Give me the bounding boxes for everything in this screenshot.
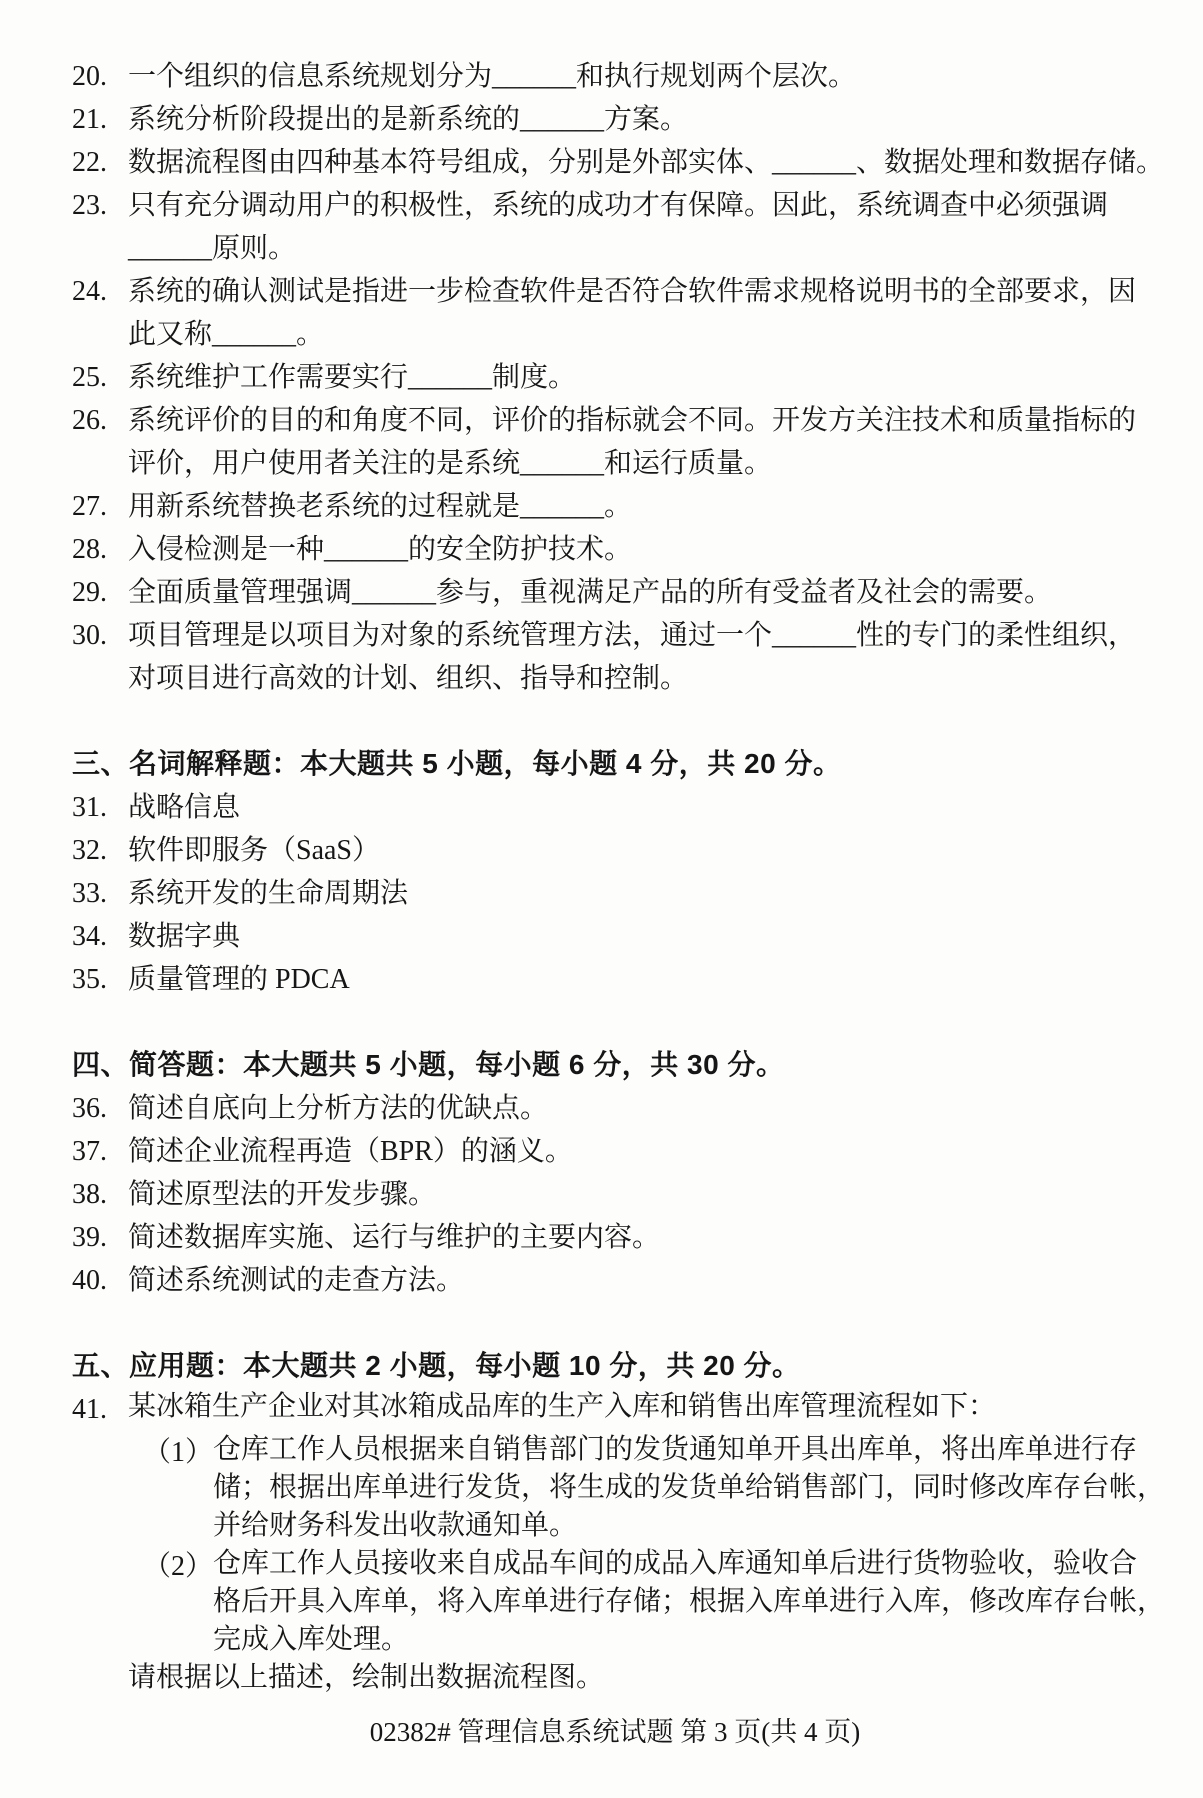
question-text — [128, 1216, 1158, 1259]
question-line: 此又称______。 — [128, 319, 325, 350]
question-row — [72, 55, 1158, 98]
question-line: 简述数据库实施、运行与维护的主要内容。 — [128, 1222, 661, 1253]
question-text — [128, 571, 1158, 614]
question-number: 21. — [72, 104, 107, 135]
sub-item-row — [143, 1431, 1166, 1545]
question-number: 22. — [72, 147, 107, 178]
question-line: 简述系统测试的走查方法。 — [128, 1265, 465, 1296]
question-row — [72, 184, 1158, 270]
question-line: 格后开具入库单，将入库单进行存储；根据入库单进行入库，修改库存台帐， — [213, 1586, 1166, 1617]
question-text — [128, 1173, 1158, 1216]
question-text — [128, 528, 1158, 571]
question-row — [72, 98, 1158, 141]
question-text — [128, 829, 1158, 872]
question-number: 31. — [72, 792, 107, 823]
question-number: 41. — [72, 1394, 107, 1425]
question-row — [72, 399, 1158, 485]
question-number: 35. — [72, 964, 107, 995]
sub-item-number: （2） — [143, 1551, 214, 1582]
question-text — [128, 1087, 1158, 1130]
question-line: 简述自底向上分析方法的优缺点。 — [128, 1093, 549, 1124]
question-text — [128, 55, 1158, 98]
question-text — [128, 614, 1158, 700]
question-line: 简述企业流程再造（BPR）的涵义。 — [128, 1136, 573, 1167]
question-row — [72, 141, 1165, 184]
sub-item-number: （1） — [143, 1437, 214, 1468]
question-text — [128, 184, 1158, 270]
question-line: 系统评价的目的和角度不同，评价的指标就会不同。开发方关注技术和质量指标的 — [128, 405, 1137, 436]
question-line: 一个组织的信息系统规划分为______和执行规划两个层次。 — [128, 61, 857, 92]
question-line: 简述原型法的开发步骤。 — [128, 1179, 437, 1210]
question-text — [128, 915, 1158, 958]
question-row — [72, 1130, 1158, 1173]
question-text — [128, 958, 1158, 1001]
question-number: 33. — [72, 878, 107, 909]
question-number: 38. — [72, 1179, 107, 1210]
question-line: 数据流程图由四种基本符号组成，分别是外部实体、______、数据处理和数据存储。 — [128, 147, 1165, 178]
question-line: 入侵检测是一种______的安全防护技术。 — [128, 534, 633, 565]
question-number: 34. — [72, 921, 107, 952]
exam-body — [72, 55, 1166, 1697]
closing-line — [128, 1659, 1158, 1697]
question-line: 项目管理是以项目为对象的系统管理方法，通过一个______性的专门的柔性组织， — [128, 620, 1137, 651]
section-heading: 三、名词解释题：本大题共 5 小题，每小题 4 分，共 20 分。 — [72, 748, 842, 779]
section-heading: 四、简答题：本大题共 5 小题，每小题 6 分，共 30 分。 — [72, 1049, 785, 1080]
question-row — [72, 528, 1158, 571]
question-text — [128, 1259, 1158, 1302]
question-text — [128, 98, 1158, 141]
question-text — [128, 356, 1158, 399]
question-line: 系统开发的生命周期法 — [128, 878, 409, 909]
question-line: 软件即服务（SaaS） — [128, 835, 381, 866]
question-number: 25. — [72, 362, 107, 393]
question-line: 对项目进行高效的计划、组织、指导和控制。 — [128, 663, 689, 694]
question-line: 只有充分调动用户的积极性，系统的成功才有保障。因此，系统调查中必须强调 — [128, 190, 1109, 221]
question-number: 37. — [72, 1136, 107, 1167]
question-text — [128, 1388, 1158, 1426]
question-line: 用新系统替换老系统的过程就是______。 — [128, 491, 633, 522]
question-row — [72, 915, 1158, 958]
question-row — [72, 1259, 1158, 1302]
question-line: 系统的确认测试是指进一步检查软件是否符合软件需求规格说明书的全部要求，因 — [128, 276, 1137, 307]
question-number: 36. — [72, 1093, 107, 1124]
question-line: ______原则。 — [128, 233, 297, 264]
question-line: 全面质量管理强调______参与，重视满足产品的所有受益者及社会的需要。 — [128, 577, 1053, 608]
question-text — [128, 872, 1158, 915]
question-text — [128, 399, 1158, 485]
question-line: 系统分析阶段提出的是新系统的______方案。 — [128, 104, 689, 135]
question-row — [72, 614, 1158, 700]
question-number: 32. — [72, 835, 107, 866]
question-text — [128, 1130, 1158, 1173]
question-number: 24. — [72, 276, 107, 307]
question-line: 仓库工作人员接收来自成品车间的成品入库通知单后进行货物验收，验收合 — [213, 1548, 1138, 1579]
question-line: 数据字典 — [128, 921, 241, 952]
question-row — [72, 786, 1158, 829]
question-line: 仓库工作人员根据来自销售部门的发货通知单开具出库单，将出库单进行存 — [213, 1434, 1138, 1465]
section-heading: 五、应用题：本大题共 2 小题，每小题 10 分，共 20 分。 — [72, 1350, 801, 1381]
question-text — [128, 141, 1165, 184]
question-number: 28. — [72, 534, 107, 565]
sub-item-row — [143, 1545, 1166, 1659]
question-row — [72, 1216, 1158, 1259]
question-line: 完成入库处理。 — [213, 1624, 410, 1655]
question-number: 40. — [72, 1265, 107, 1296]
question-row — [72, 1087, 1158, 1130]
question-number: 29. — [72, 577, 107, 608]
question-number: 27. — [72, 491, 107, 522]
question-line: 评价，用户使用者关注的是系统______和运行质量。 — [128, 448, 773, 479]
question-number: 20. — [72, 61, 107, 92]
question-row — [72, 356, 1158, 399]
question-line: 系统维护工作需要实行______制度。 — [128, 362, 577, 393]
question-text — [213, 1431, 1166, 1545]
question-line: 战略信息 — [128, 792, 241, 823]
question-text — [128, 485, 1158, 528]
page-footer: 02382# 管理信息系统试题 第 3 页(共 4 页) — [369, 1717, 861, 1747]
question-number: 26. — [72, 405, 107, 436]
question-line: 储；根据出库单进行发货，将生成的发货单给销售部门，同时修改库存台帐， — [213, 1472, 1166, 1503]
question-line: 某冰箱生产企业对其冰箱成品库的生产入库和销售出库管理流程如下： — [128, 1391, 997, 1422]
question-row — [72, 1173, 1158, 1216]
question-row — [72, 829, 1158, 872]
question-row — [72, 571, 1158, 614]
question-row — [72, 872, 1158, 915]
question-text — [213, 1545, 1166, 1659]
question-text — [128, 786, 1158, 829]
question-row — [72, 1388, 1158, 1431]
question-number: 39. — [72, 1222, 107, 1253]
question-number: 30. — [72, 620, 107, 651]
question-row — [72, 270, 1158, 356]
question-number: 23. — [72, 190, 107, 221]
question-line: 质量管理的 PDCA — [128, 964, 350, 995]
question-line: 并给财务科发出收款通知单。 — [213, 1510, 578, 1541]
text-line: 请根据以上描述，绘制出数据流程图。 — [128, 1662, 605, 1693]
question-text — [128, 270, 1158, 356]
question-row — [72, 485, 1158, 528]
question-row — [72, 958, 1158, 1001]
